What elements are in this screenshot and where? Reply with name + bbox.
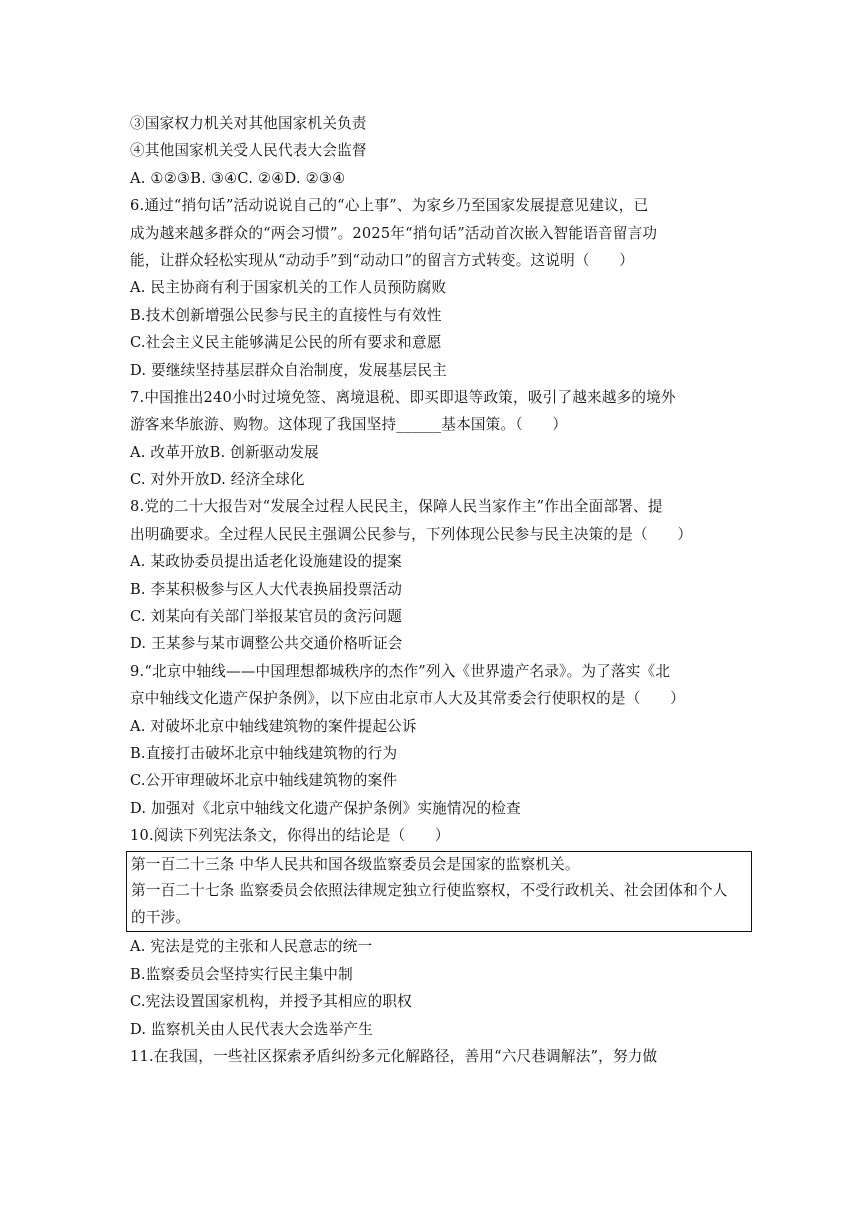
text-block-bottom [130, 933, 752, 1070]
option-c: C.社会主义民主能够满足公民的所有要求和意愿 [130, 334, 442, 352]
option-b: B.监察委员会坚持实行民主集中制 [130, 965, 353, 983]
option-a: A. 对破坏北京中轴线建筑物的案件提起公诉 [130, 717, 417, 735]
answer-options: A. ①②③B. ③④C. ②④D. ②③④ [130, 169, 346, 187]
option-a: A. 宪法是党的主张和人民意志的统一 [130, 938, 373, 956]
option-d: D. 加强对《北京中轴线文化遗产保护条例》实施情况的检查 [130, 799, 521, 817]
option-a: A. 某政协委员提出适老化设施建设的提案 [130, 553, 402, 571]
question-11: 11.在我国，一些社区探索矛盾纠纷多元化解路径，善用“六尺巷调解法”，努力做 [130, 1047, 658, 1065]
question-10: 10.阅读下列宪法条文，你得出的结论是（ ） [130, 827, 450, 845]
text-line: 出明确要求。全过程人民民主强调公民参与，下列体现公民参与民主决策的是（ ） [130, 525, 693, 543]
option-d: D. 王某参与某市调整公共交通价格听证会 [130, 635, 403, 653]
question-6: 6.通过“捎句话”活动说说自己的“心上事”、为家乡乃至国家发展提意见建议，已 [130, 197, 649, 215]
option-b: B. 李某积极参与区人大代表换届投票活动 [130, 580, 403, 598]
text-line: 京中轴线文化遗产保护条例》，以下应由北京市人大及其常委会行使职权的是（ ） [130, 690, 685, 708]
constitution-excerpt-box [126, 851, 752, 933]
question-7: 7.中国推出240小时过境免签、离境退税、即买即退等政策，吸引了越来越多的境外 [130, 388, 676, 406]
exam-page [130, 110, 752, 1070]
option-c: C.宪法设置国家机构，并授予其相应的职权 [130, 993, 412, 1011]
article-127-cont: 的干涉。 [131, 908, 191, 926]
option-d: D. 监察机关由人民代表大会选举产生 [130, 1020, 373, 1038]
option-cd: C. 对外开放D. 经济全球化 [130, 471, 305, 489]
option-a: A. 民主协商有利于国家机关的工作人员预防腐败 [130, 279, 447, 297]
option-b: B.直接打击破坏北京中轴线建筑物的行为 [130, 744, 398, 762]
text-line: ④其他国家机关受人民代表大会监督 [130, 142, 367, 160]
question-8: 8.党的二十大报告对“发展全过程人民民主，保障人民当家作主”作出全面部署、提 [130, 498, 663, 516]
option-d: D. 要继续坚持基层群众自治制度，发展基层民主 [130, 361, 447, 379]
question-9: 9.“北京中轴线——中国理想都城秩序的杰作”列入《世界遗产名录》。为了落实《北 [130, 662, 671, 680]
text-line: 能，让群众轻松实现从“动动手”到“动动口”的留言方式转变。这说明（ ） [130, 251, 635, 269]
text-line: 游客来华旅游、购物。这体现了我国坚持______基本国策。（ ） [130, 416, 568, 434]
text-line: ③国家权力机关对其他国家机关负责 [130, 115, 367, 132]
option-c: C. 刘某向有关部门举报某官员的贪污问题 [130, 608, 403, 626]
article-123: 第一百二十三条 中华人民共和国各级监察委员会是国家的监察机关。 [131, 855, 580, 873]
option-c: C.公开审理破坏北京中轴线建筑物的案件 [130, 772, 398, 790]
text-block-top [130, 110, 752, 850]
text-line: 成为越来越多群众的“两会习惯”。2025年“捎句话”活动首次嵌入智能语音留言功 [130, 224, 658, 242]
article-127: 第一百二十七条 监察委员会依照法律规定独立行使监察权，不受行政机关、社会团体和个人 [131, 882, 728, 900]
option-b: B.技术创新增强公民参与民主的直接性与有效性 [130, 306, 442, 324]
option-ab: A. 改革开放B. 创新驱动发展 [130, 443, 319, 461]
